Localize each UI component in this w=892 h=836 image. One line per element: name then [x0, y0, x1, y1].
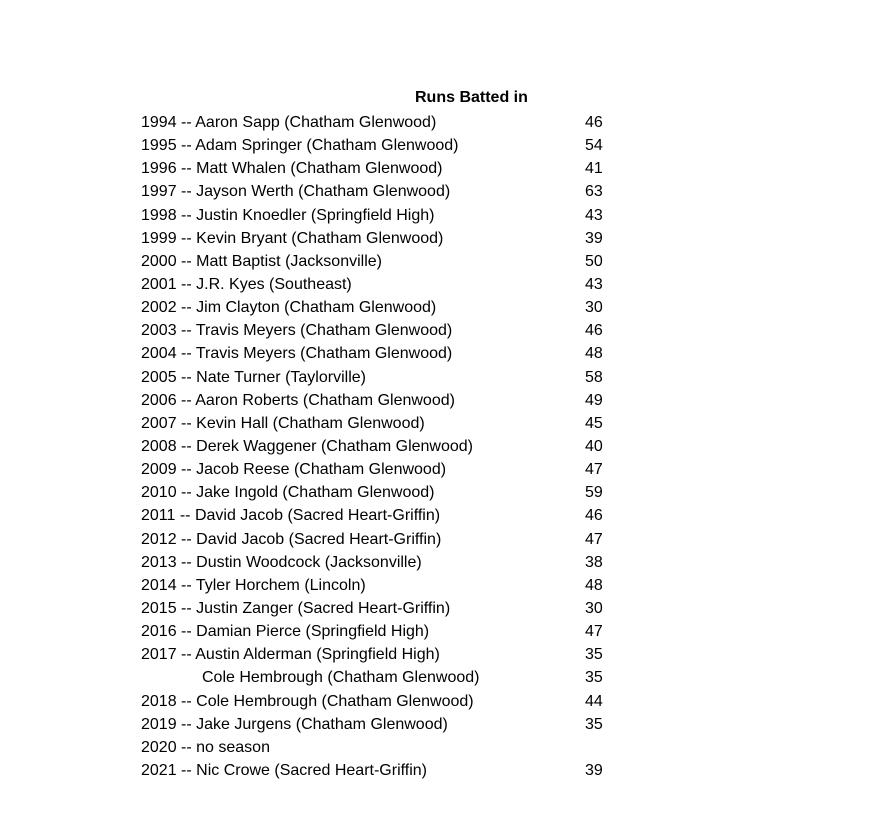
- entry-text: 2012 -- David Jacob (Sacred Heart-Griffin): [141, 530, 442, 548]
- list-item: [141, 111, 611, 134]
- entry-text: 2003 -- Travis Meyers (Chatham Glenwood): [141, 322, 453, 340]
- rbi-value: 54: [585, 137, 603, 155]
- list-item: [141, 481, 611, 504]
- rbi-value: 46: [585, 322, 603, 340]
- list-item: [141, 551, 611, 574]
- rbi-value: 49: [585, 391, 603, 409]
- list-item: [141, 412, 611, 435]
- rbi-value: 40: [585, 437, 603, 455]
- entry-text: 2008 -- Derek Waggener (Chatham Glenwood): [141, 437, 474, 455]
- rbi-value: 47: [585, 623, 603, 641]
- entry-text: 2005 -- Nate Turner (Taylorville): [141, 368, 366, 386]
- rbi-value: 45: [585, 414, 603, 432]
- rbi-value: 47: [585, 461, 603, 479]
- list-item-continuation: [141, 666, 611, 689]
- list-item: [141, 157, 611, 180]
- entry-text: 1997 -- Jayson Werth (Chatham Glenwood): [141, 183, 451, 201]
- list-item: [141, 574, 611, 597]
- list-item: [141, 134, 611, 157]
- rbi-list: [141, 111, 611, 782]
- list-item: [141, 458, 611, 481]
- rbi-value: 46: [585, 114, 603, 131]
- rbi-value: 30: [585, 599, 603, 617]
- entry-text: 2006 -- Aaron Roberts (Chatham Glenwood): [141, 391, 455, 409]
- entry-text: 2015 -- Justin Zanger (Sacred Heart-Griffin): [141, 599, 451, 617]
- entry-text: 2004 -- Travis Meyers (Chatham Glenwood): [141, 345, 453, 363]
- rbi-value: 46: [585, 507, 603, 525]
- entry-text: 2010 -- Jake Ingold (Chatham Glenwood): [141, 484, 435, 502]
- entry-text: 1998 -- Justin Knoedler (Springfield High): [141, 206, 435, 224]
- entry-text: 2011 -- David Jacob (Sacred Heart-Griffin): [141, 507, 441, 525]
- list-item: [141, 435, 611, 458]
- list-item: [141, 736, 611, 759]
- rbi-value: 43: [585, 206, 603, 224]
- rbi-value: 48: [585, 345, 603, 363]
- list-item: [141, 273, 611, 296]
- entry-text: 2014 -- Tyler Horchem (Lincoln): [141, 576, 366, 594]
- entry-text: 2009 -- Jacob Reese (Chatham Glenwood): [141, 461, 447, 479]
- page-title: Runs Batted in: [415, 89, 528, 106]
- entry-text: 2018 -- Cole Hembrough (Chatham Glenwood): [141, 692, 474, 710]
- list-item: [141, 296, 611, 319]
- entry-text: 1995 -- Adam Springer (Chatham Glenwood): [141, 137, 459, 155]
- entry-text: 2001 -- J.R. Kyes (Southeast): [141, 275, 352, 293]
- rbi-value: 39: [585, 761, 603, 779]
- entry-text: 2002 -- Jim Clayton (Chatham Glenwood): [141, 299, 437, 317]
- entry-text: 1999 -- Kevin Bryant (Chatham Glenwood): [141, 229, 444, 247]
- entry-text: 2017 -- Austin Alderman (Springfield High): [141, 646, 440, 664]
- entry-text: 2007 -- Kevin Hall (Chatham Glenwood): [141, 414, 425, 432]
- rbi-value: 35: [585, 669, 603, 687]
- list-item: [141, 597, 611, 620]
- rbi-value: 47: [585, 530, 603, 548]
- rbi-value: 58: [585, 368, 603, 386]
- list-item: [141, 389, 611, 412]
- list-item: [141, 342, 611, 365]
- entry-text: 2021 -- Nic Crowe (Sacred Heart-Griffin): [141, 761, 428, 779]
- list-item: [141, 319, 611, 342]
- list-item: [141, 713, 611, 736]
- entry-text: 1996 -- Matt Whalen (Chatham Glenwood): [141, 160, 443, 178]
- list-item: [141, 204, 611, 227]
- list-item: [141, 620, 611, 643]
- entry-text: 2020 -- no season: [141, 738, 270, 756]
- rbi-value: 44: [585, 692, 603, 710]
- rbi-value: 41: [585, 160, 603, 178]
- list-item: [141, 528, 611, 551]
- entry-text: 2019 -- Jake Jurgens (Chatham Glenwood): [141, 715, 448, 733]
- rbi-value: 50: [585, 252, 603, 270]
- list-item: [141, 690, 611, 713]
- list-item: [141, 366, 611, 389]
- entry-text: 2000 -- Matt Baptist (Jacksonville): [141, 252, 382, 270]
- rbi-value: 30: [585, 299, 603, 317]
- entry-text: 2016 -- Damian Pierce (Springfield High): [141, 623, 430, 641]
- rbi-value: 38: [585, 553, 603, 571]
- rbi-value: 43: [585, 275, 603, 293]
- rbi-value: 39: [585, 229, 603, 247]
- list-item: [141, 504, 611, 527]
- list-item: [141, 180, 611, 203]
- rbi-value: 48: [585, 576, 603, 594]
- rbi-value: 35: [585, 715, 603, 733]
- rbi-value: 59: [585, 484, 603, 502]
- entry-text: Cole Hembrough (Chatham Glenwood): [202, 669, 480, 687]
- list-item: [141, 759, 611, 782]
- rbi-value: 35: [585, 646, 603, 664]
- entry-text: 1994 -- Aaron Sapp (Chatham Glenwood): [141, 114, 437, 131]
- entry-text: 2013 -- Dustin Woodcock (Jacksonville): [141, 553, 422, 571]
- rbi-value: 63: [585, 183, 603, 201]
- list-item: [141, 643, 611, 666]
- list-item: [141, 227, 611, 250]
- list-item: [141, 250, 611, 273]
